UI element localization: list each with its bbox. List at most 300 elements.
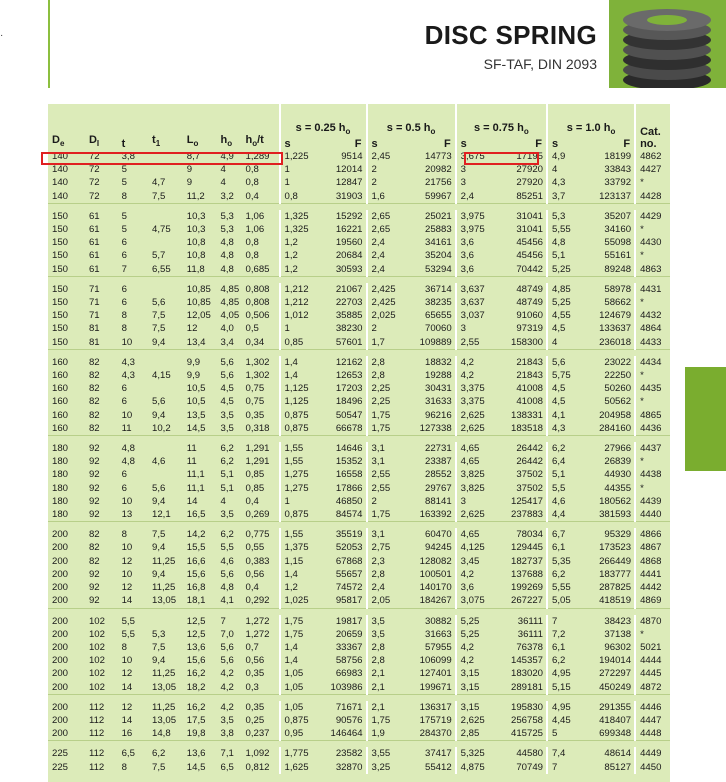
table-cell: 11,2 bbox=[186, 190, 205, 202]
table-cell: 12162 bbox=[335, 356, 363, 368]
table-cell: 4,6 bbox=[547, 495, 580, 508]
table-cell: 58978 bbox=[604, 283, 632, 295]
table-cell: 418519 bbox=[599, 595, 632, 607]
table-cell: 183020 bbox=[511, 668, 544, 680]
table-cell: 4,65 bbox=[456, 455, 493, 468]
table-cell: 1,05 bbox=[280, 681, 315, 695]
table-cell: 20982 bbox=[424, 164, 452, 176]
table-cell: 180 bbox=[52, 469, 69, 481]
table-cell: 112 bbox=[88, 748, 105, 760]
table-cell: 17866 bbox=[335, 482, 363, 494]
table-cell: 199269 bbox=[511, 582, 544, 594]
table-row bbox=[48, 322, 670, 335]
table-cell: 0,55 bbox=[245, 542, 265, 554]
table-cell: 3,6 bbox=[456, 581, 493, 594]
table-cell: 195830 bbox=[511, 701, 544, 713]
table-cell: 10 bbox=[121, 336, 133, 348]
table-cell: 2,8 bbox=[367, 641, 402, 654]
table-cell: 3,7 bbox=[547, 190, 580, 204]
table-cell: 31903 bbox=[335, 190, 363, 202]
table-cell: 11,1 bbox=[186, 482, 205, 494]
table-cell: 35204 bbox=[424, 250, 452, 262]
table-cell: 256758 bbox=[511, 714, 544, 726]
table-row bbox=[48, 568, 670, 581]
table-cell: 4,7 bbox=[152, 177, 166, 189]
table-cell: 21843 bbox=[516, 356, 544, 368]
table-cell: 1,55 bbox=[280, 455, 315, 468]
table-cell: 89248 bbox=[604, 263, 632, 275]
table-cell: 0,318 bbox=[245, 422, 270, 434]
col-ho-t: $h_o/t$ bbox=[245, 133, 264, 148]
table-cell: 150 bbox=[52, 210, 69, 222]
table-cell: 45456 bbox=[516, 237, 544, 249]
table-cell: 12847 bbox=[335, 177, 363, 189]
table-cell: 6,2 bbox=[547, 568, 580, 581]
table-cell: 3,8 bbox=[121, 151, 135, 162]
table-cell: 200 bbox=[52, 668, 69, 680]
table-cell: 3,5 bbox=[367, 615, 402, 628]
table-cell: 4,1 bbox=[220, 595, 234, 607]
table-cell: 4,3 bbox=[121, 356, 135, 368]
table-cell: 5,6 bbox=[220, 356, 234, 368]
table-cell: 1,125 bbox=[280, 382, 315, 395]
table-cell: 10,8 bbox=[186, 250, 206, 262]
table-cell: 0,4 bbox=[245, 190, 259, 202]
table-cell: 16,8 bbox=[186, 582, 206, 594]
col-t: t bbox=[121, 138, 126, 150]
table-cell: 2,625 bbox=[456, 422, 493, 436]
table-cell: 71 bbox=[88, 310, 100, 322]
table-cell: 10,3 bbox=[186, 224, 206, 236]
table-cell: 4866 bbox=[635, 528, 670, 541]
table-cell: 8 bbox=[121, 761, 127, 773]
table-cell: 2,4 bbox=[367, 249, 402, 262]
table-cell: 4870 bbox=[635, 615, 670, 628]
table-cell: 26839 bbox=[604, 456, 632, 468]
table-row bbox=[48, 654, 670, 667]
table-cell: 129445 bbox=[511, 542, 544, 554]
table-cell: 150 bbox=[52, 224, 69, 236]
table-cell: 180 bbox=[52, 495, 69, 507]
table-cell: 31041 bbox=[516, 210, 544, 222]
table-cell: 15,6 bbox=[186, 655, 206, 667]
table-row bbox=[48, 468, 670, 481]
table-cell: 4869 bbox=[635, 594, 670, 608]
table-cell: 4,85 bbox=[547, 283, 580, 296]
table-cell: 14646 bbox=[335, 443, 363, 455]
table-cell: 4,15 bbox=[152, 370, 171, 382]
table-cell: 150 bbox=[52, 336, 69, 348]
table-row bbox=[48, 455, 670, 468]
table-cell: 2,05 bbox=[367, 594, 402, 608]
table-cell: 0,3 bbox=[245, 681, 259, 693]
table-cell: 10,85 bbox=[186, 297, 211, 309]
table-cell: * bbox=[635, 296, 670, 309]
table-cell: 1,291 bbox=[245, 456, 270, 468]
table-cell: 91060 bbox=[516, 310, 544, 322]
table-row bbox=[48, 508, 670, 522]
table-cell: 55161 bbox=[604, 250, 632, 262]
table-row bbox=[48, 615, 670, 628]
table-cell: 16 bbox=[121, 728, 133, 740]
table-cell: 381593 bbox=[599, 509, 632, 521]
table-cell: 0,25 bbox=[245, 714, 265, 726]
table-cell: 4,9 bbox=[547, 150, 580, 163]
table-cell: 112 bbox=[88, 714, 105, 726]
table-cell: 0,56 bbox=[245, 568, 265, 580]
table-row bbox=[48, 727, 670, 741]
table-cell: 97319 bbox=[516, 323, 544, 335]
table-cell: 5,3 bbox=[220, 210, 234, 222]
table-cell: 5,1 bbox=[547, 249, 580, 262]
table-cell: 2,4 bbox=[367, 581, 402, 594]
table-cell: 5,6 bbox=[220, 568, 234, 580]
table-cell: 5,15 bbox=[547, 681, 580, 695]
table-cell: 12 bbox=[121, 668, 133, 680]
table-cell: 5 bbox=[121, 164, 127, 176]
table-cell: 2,85 bbox=[456, 727, 493, 741]
table-cell: * bbox=[635, 249, 670, 262]
table-cell: 0,875 bbox=[280, 714, 315, 727]
table-cell: 13,05 bbox=[152, 681, 177, 693]
table-row bbox=[48, 236, 670, 249]
table-cell: 5,25 bbox=[547, 296, 580, 309]
table-cell: 160 bbox=[52, 383, 69, 395]
table-cell: 1,2 bbox=[280, 263, 315, 277]
table-cell: 61 bbox=[88, 263, 100, 275]
table-cell: 81 bbox=[88, 336, 100, 348]
table-row bbox=[48, 395, 670, 408]
table-cell: 1,325 bbox=[280, 210, 315, 223]
table-cell: 4428 bbox=[635, 190, 670, 204]
table-cell: 4,2 bbox=[220, 668, 234, 680]
table-cell: 19288 bbox=[424, 370, 452, 382]
table-cell: 14,5 bbox=[186, 761, 206, 773]
table-cell: 0,8 bbox=[245, 164, 259, 176]
table-cell: 0,8 bbox=[245, 177, 259, 189]
table-cell: 184267 bbox=[419, 595, 452, 607]
table-cell: 17,5 bbox=[186, 714, 206, 726]
table-cell: 37417 bbox=[424, 748, 452, 760]
table-cell: 34160 bbox=[604, 224, 632, 236]
col-lo: $L_o$ bbox=[186, 133, 199, 148]
table-cell: 140170 bbox=[419, 582, 452, 594]
table-cell: 3,6 bbox=[456, 236, 493, 249]
table-cell: 4450 bbox=[635, 761, 670, 774]
table-cell: 2,1 bbox=[367, 681, 402, 695]
table-cell: 199671 bbox=[419, 681, 452, 693]
table-cell: 16558 bbox=[335, 469, 363, 481]
table-cell: 3,825 bbox=[456, 482, 493, 495]
table-cell: 41008 bbox=[516, 396, 544, 408]
table-cell: 2,8 bbox=[367, 356, 402, 369]
table-cell: 2,4 bbox=[456, 190, 493, 204]
table-cell: 8 bbox=[121, 323, 127, 335]
table-cell: 4862 bbox=[635, 150, 670, 163]
table-cell: 4447 bbox=[635, 714, 670, 727]
table-cell: 160 bbox=[52, 396, 69, 408]
table-cell: 0,875 bbox=[280, 422, 315, 436]
table-cell: 3,1 bbox=[367, 455, 402, 468]
table-row bbox=[48, 369, 670, 382]
table-cell: 84574 bbox=[335, 509, 363, 521]
table-cell: 112 bbox=[88, 761, 105, 773]
table-cell: 4,5 bbox=[547, 382, 580, 395]
table-cell: 72 bbox=[88, 164, 100, 176]
table-cell: 11 bbox=[186, 456, 197, 468]
table-cell: 10,5 bbox=[186, 396, 206, 408]
table-cell: 5,25 bbox=[456, 615, 493, 628]
table-cell: 102 bbox=[88, 668, 105, 680]
table-cell: 4,45 bbox=[547, 714, 580, 727]
table-cell: 4439 bbox=[635, 495, 670, 508]
table-cell: 3,675 bbox=[456, 150, 493, 163]
table-cell bbox=[148, 236, 183, 249]
table-cell: 3,15 bbox=[456, 701, 493, 714]
table-cell: 0,5 bbox=[245, 323, 259, 335]
table-cell: 33367 bbox=[335, 641, 363, 653]
table-row bbox=[48, 681, 670, 695]
table-cell: 150 bbox=[52, 263, 69, 275]
table-cell: 6 bbox=[121, 469, 127, 481]
table-cell: 31041 bbox=[516, 224, 544, 236]
table-cell: 94245 bbox=[424, 542, 452, 554]
table-cell: 1,15 bbox=[280, 555, 315, 568]
col-ho: $h_o$ bbox=[220, 133, 233, 148]
table-cell: 5,6 bbox=[220, 370, 234, 382]
table-cell: 200 bbox=[52, 681, 69, 693]
table-cell: 67868 bbox=[335, 555, 363, 567]
table-cell: 46850 bbox=[335, 495, 363, 507]
table-cell: 150 bbox=[52, 283, 69, 295]
table-cell: 6 bbox=[121, 283, 127, 295]
table-cell: 2,4 bbox=[367, 236, 402, 249]
table-cell bbox=[148, 382, 183, 395]
table-row bbox=[48, 422, 670, 436]
table-cell: 4437 bbox=[635, 442, 670, 455]
table-cell: 6,2 bbox=[220, 456, 234, 468]
table-cell: 11,25 bbox=[152, 555, 176, 567]
table-cell: 1,212 bbox=[280, 283, 315, 296]
table-cell: 2,75 bbox=[367, 541, 402, 554]
table-cell: 3,6 bbox=[456, 249, 493, 262]
table-cell: 34161 bbox=[424, 237, 452, 249]
table-row bbox=[48, 296, 670, 309]
table-cell: 4,875 bbox=[456, 761, 493, 774]
table-cell: 140 bbox=[52, 190, 69, 202]
table-row bbox=[48, 714, 670, 727]
table-cell: 1 bbox=[280, 163, 315, 176]
table-cell: 4865 bbox=[635, 409, 670, 422]
table-cell: 2,625 bbox=[456, 508, 493, 522]
table-cell: 30593 bbox=[335, 263, 363, 275]
table-cell: 6,55 bbox=[152, 263, 171, 275]
table-cell: 5 bbox=[547, 727, 580, 741]
table-cell: 25021 bbox=[424, 210, 452, 222]
table-cell: 4,1 bbox=[547, 409, 580, 422]
table-row bbox=[48, 701, 670, 714]
table-cell: 72 bbox=[88, 151, 100, 162]
table-cell: 4,8 bbox=[220, 250, 234, 262]
table-cell: 0,85 bbox=[280, 336, 315, 350]
table-cell: 6,5 bbox=[220, 761, 234, 773]
table-cell: 7 bbox=[220, 615, 226, 627]
table-cell: 9 bbox=[186, 164, 193, 176]
table-cell: 4,2 bbox=[456, 369, 493, 382]
table-cell: 4436 bbox=[635, 422, 670, 436]
table-cell: 3,375 bbox=[456, 395, 493, 408]
table-cell: 289181 bbox=[511, 681, 544, 693]
table-cell: 1,125 bbox=[280, 395, 315, 408]
table-cell: 3,1 bbox=[367, 528, 402, 541]
table-cell: 71671 bbox=[335, 701, 363, 713]
table-cell: 61 bbox=[88, 210, 100, 222]
disc-spring-photo bbox=[609, 0, 726, 88]
table-cell: 4430 bbox=[635, 236, 670, 249]
table-cell: 3 bbox=[456, 322, 493, 335]
table-cell: 7 bbox=[547, 761, 580, 774]
table-cell: 200 bbox=[52, 542, 69, 554]
table-cell: 10,5 bbox=[186, 383, 206, 395]
table-cell: 1,325 bbox=[280, 223, 315, 236]
table-cell: 4,8 bbox=[220, 263, 234, 275]
table-cell: 5,55 bbox=[547, 581, 580, 594]
table-cell: 15,5 bbox=[186, 542, 206, 554]
table-cell: 200 bbox=[52, 628, 69, 640]
table-cell: 22731 bbox=[424, 443, 452, 455]
table-row bbox=[48, 223, 670, 236]
table-cell: 150 bbox=[52, 250, 69, 262]
table-cell: 0,34 bbox=[245, 336, 265, 348]
table-cell: 4 bbox=[547, 336, 580, 350]
table-cell: 14 bbox=[121, 681, 133, 693]
table-cell: 4,8 bbox=[121, 456, 135, 468]
table-cell: 92 bbox=[88, 469, 100, 481]
table-cell: * bbox=[635, 369, 670, 382]
table-cell: 4,2 bbox=[456, 568, 493, 581]
table-cell: 2,45 bbox=[367, 150, 402, 163]
table-cell: 76378 bbox=[516, 641, 544, 653]
table-cell: * bbox=[635, 176, 670, 189]
table-cell: 4,55 bbox=[547, 309, 580, 322]
table-cell: 60470 bbox=[424, 529, 452, 541]
table-cell: 124679 bbox=[599, 310, 632, 322]
table-cell: 9,9 bbox=[186, 356, 201, 368]
table-cell: 150 bbox=[52, 237, 69, 249]
table-cell: 1,75 bbox=[280, 615, 315, 628]
table-cell: 0,8 bbox=[245, 237, 259, 249]
table-cell: 22250 bbox=[604, 370, 632, 382]
table-cell: 1,05 bbox=[280, 667, 315, 680]
table-cell: 41008 bbox=[516, 383, 544, 395]
table-cell: 21843 bbox=[516, 370, 544, 382]
table-cell: 6,2 bbox=[547, 442, 580, 455]
table-cell: 11,25 bbox=[152, 701, 176, 713]
table-cell: 5,1 bbox=[220, 469, 234, 481]
table-cell: 13,4 bbox=[186, 336, 206, 348]
table-cell: 194014 bbox=[599, 655, 632, 667]
table-cell: 10 bbox=[121, 409, 133, 421]
table-cell: 12,1 bbox=[152, 509, 171, 521]
table-cell: 17203 bbox=[335, 383, 363, 395]
table-cell: 1,2 bbox=[280, 236, 315, 249]
table-cell: 4867 bbox=[635, 541, 670, 554]
table-cell: 5021 bbox=[635, 641, 670, 654]
table-cell: 59967 bbox=[424, 190, 452, 202]
page-subtitle: SF-TAF, DIN 2093 bbox=[483, 56, 597, 72]
table-cell: 5,6 bbox=[152, 297, 166, 309]
table-cell: 5,325 bbox=[456, 747, 493, 760]
table-cell: 7,5 bbox=[152, 323, 166, 335]
table-row bbox=[48, 176, 670, 189]
table-cell: 3,637 bbox=[456, 283, 493, 296]
table-cell: 5,35 bbox=[547, 555, 580, 568]
table-cell: 7,5 bbox=[152, 641, 166, 653]
table-cell: 0,85 bbox=[245, 469, 265, 481]
table-cell: 3,637 bbox=[456, 296, 493, 309]
table-cell: 6,5 bbox=[121, 748, 135, 760]
table-cell: 71 bbox=[88, 297, 100, 309]
table-cell: 7 bbox=[547, 615, 580, 628]
table-cell: 2,55 bbox=[456, 336, 493, 350]
table-cell: 150 bbox=[52, 297, 69, 309]
table-cell: 4864 bbox=[635, 322, 670, 335]
table-cell: 0,7 bbox=[245, 641, 259, 653]
table-cell: 1,06 bbox=[245, 210, 265, 222]
table-cell: 13,6 bbox=[186, 641, 206, 653]
table-cell: 4427 bbox=[635, 163, 670, 176]
table-cell: 4449 bbox=[635, 747, 670, 760]
table-cell: * bbox=[635, 482, 670, 495]
table-cell: 10,85 bbox=[186, 283, 211, 295]
table-cell: 4 bbox=[220, 177, 226, 189]
table-cell: 699348 bbox=[599, 728, 632, 740]
table-row bbox=[48, 641, 670, 654]
table-cell: 0,56 bbox=[245, 655, 265, 667]
table-cell: 16,6 bbox=[186, 555, 206, 567]
table-cell: 1,6 bbox=[367, 190, 402, 204]
table-cell: 237883 bbox=[511, 509, 544, 521]
table-cell: 3,825 bbox=[456, 468, 493, 481]
table-cell: 70749 bbox=[516, 761, 544, 773]
table-cell: 1,75 bbox=[367, 409, 402, 422]
table-cell: 13,6 bbox=[186, 748, 206, 760]
col-di: $D_I$ bbox=[88, 133, 100, 148]
table-cell: 12653 bbox=[335, 370, 363, 382]
table-cell: 0,875 bbox=[280, 409, 315, 422]
table-cell: 3 bbox=[456, 176, 493, 189]
table-cell: 180 bbox=[52, 443, 69, 455]
table-cell: 2,4 bbox=[367, 263, 402, 277]
table-cell: 12014 bbox=[335, 164, 363, 176]
table-cell: 70060 bbox=[424, 323, 452, 335]
table-row bbox=[48, 210, 670, 223]
table-cell: 3,25 bbox=[367, 761, 402, 774]
table-cell: 92 bbox=[88, 443, 100, 455]
table-cell: 44930 bbox=[604, 469, 632, 481]
table-cell: 9 bbox=[186, 177, 193, 189]
table-cell: 1,375 bbox=[280, 541, 315, 554]
table-cell: 5,75 bbox=[547, 369, 580, 382]
table-cell: 7,5 bbox=[152, 310, 166, 322]
table-row bbox=[48, 495, 670, 508]
table-cell: 0,4 bbox=[245, 495, 259, 507]
table-cell: 450249 bbox=[599, 681, 632, 693]
table-cell: 4431 bbox=[635, 283, 670, 296]
table-row bbox=[48, 442, 670, 455]
table-cell: 2,3 bbox=[367, 555, 402, 568]
table-cell: 3,15 bbox=[456, 667, 493, 680]
